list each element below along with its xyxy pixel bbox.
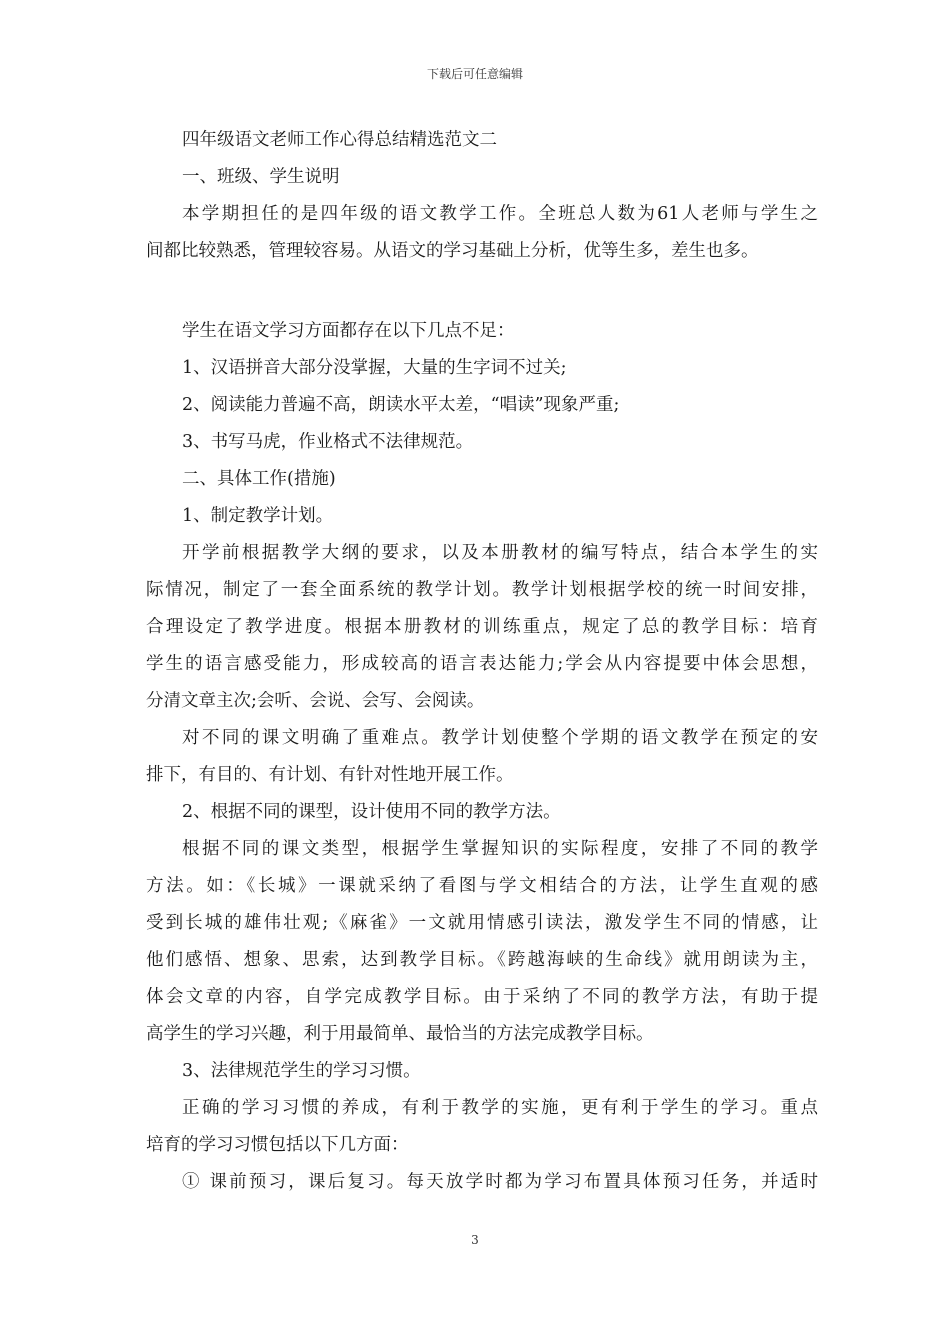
paragraph-line: 本学期担任的是四年级的语文教学工作。全班总人数为61人老师与学生之 — [182, 204, 818, 224]
section-heading: 一、班级、学生说明 — [182, 167, 340, 187]
document-title: 四年级语文老师工作心得总结精选范文二 — [182, 130, 497, 150]
paragraph-line: 他们感悟、想象、思索，达到教学目标。《跨越海峡的生命线》就用朗读为主， — [146, 950, 818, 970]
paragraph-line: 高学生的学习兴趣，利于用最简单、最恰当的方法完成教学目标。 — [146, 1024, 654, 1044]
paragraph-line: 方法。如：《长城》一课就采纳了看图与学文相结合的方法，让学生直观的感 — [146, 876, 818, 896]
paragraph-line: 培育的学习习惯包括以下几方面： — [146, 1135, 409, 1155]
paragraph-line: 学生在语文学习方面都存在以下几点不足： — [182, 321, 515, 341]
document-body — [146, 126, 818, 1196]
paragraph-line: 开学前根据教学大纲的要求，以及本册教材的编写特点，结合本学生的实 — [182, 543, 818, 563]
paragraph-line: 受到长城的雄伟壮观;《麻雀》一文就用情感引读法，激发学生不同的情感，让 — [146, 913, 818, 933]
paragraph-line: 学生的语言感受能力，形成较高的语言表达能力;学会从内容提要中体会思想， — [146, 654, 818, 674]
list-item: ① 课前预习，课后复习。每天放学时都为学习布置具体预习任务，并适时 — [182, 1172, 818, 1192]
paragraph-line: 根据不同的课文类型，根据学生掌握知识的实际程度，安排了不同的教学 — [182, 839, 818, 859]
paragraph-line: 体会文章的内容，自学完成教学目标。由于采纳了不同的教学方法，有助于提 — [146, 987, 818, 1007]
paragraph-line: 际情况，制定了一套全面系统的教学计划。教学计划根据学校的统一时间安排， — [146, 580, 818, 600]
paragraph-line: 间都比较熟悉，管理较容易。从语文的学习基础上分析，优等生多，差生也多。 — [146, 241, 759, 261]
paragraph-line: 对不同的课文明确了重难点。教学计划使整个学期的语文教学在预定的安 — [182, 728, 818, 748]
page-header: 下载后可任意编辑 — [426, 67, 523, 81]
subsection-heading: 3、法律规范学生的学习习惯。 — [182, 1061, 421, 1081]
paragraph-line: 合理设定了教学进度。根据本册教材的训练重点，规定了总的教学目标：培育 — [146, 617, 818, 637]
page-number: 3 — [471, 1233, 479, 1247]
paragraph-line: 排下，有目的、有计划、有针对性地开展工作。 — [146, 765, 514, 785]
section-heading: 二、具体工作(措施) — [182, 469, 336, 489]
list-item: 1、汉语拼音大部分没掌握，大量的生字词不过关; — [182, 358, 567, 378]
paragraph-line: 分清文章主次;会听、会说、会写、会阅读。 — [146, 691, 485, 711]
subsection-heading: 1、制定教学计划。 — [182, 506, 334, 526]
list-item: 3、书写马虎，作业格式不法律规范。 — [182, 432, 474, 452]
paragraph-line: 正确的学习习惯的养成，有利于教学的实施，更有利于学生的学习。重点 — [182, 1098, 818, 1118]
subsection-heading: 2、根据不同的课型，设计使用不同的教学方法。 — [182, 802, 561, 822]
list-item: 2、阅读能力普遍不高，朗读水平太差，“唱读”现象严重; — [182, 395, 620, 415]
